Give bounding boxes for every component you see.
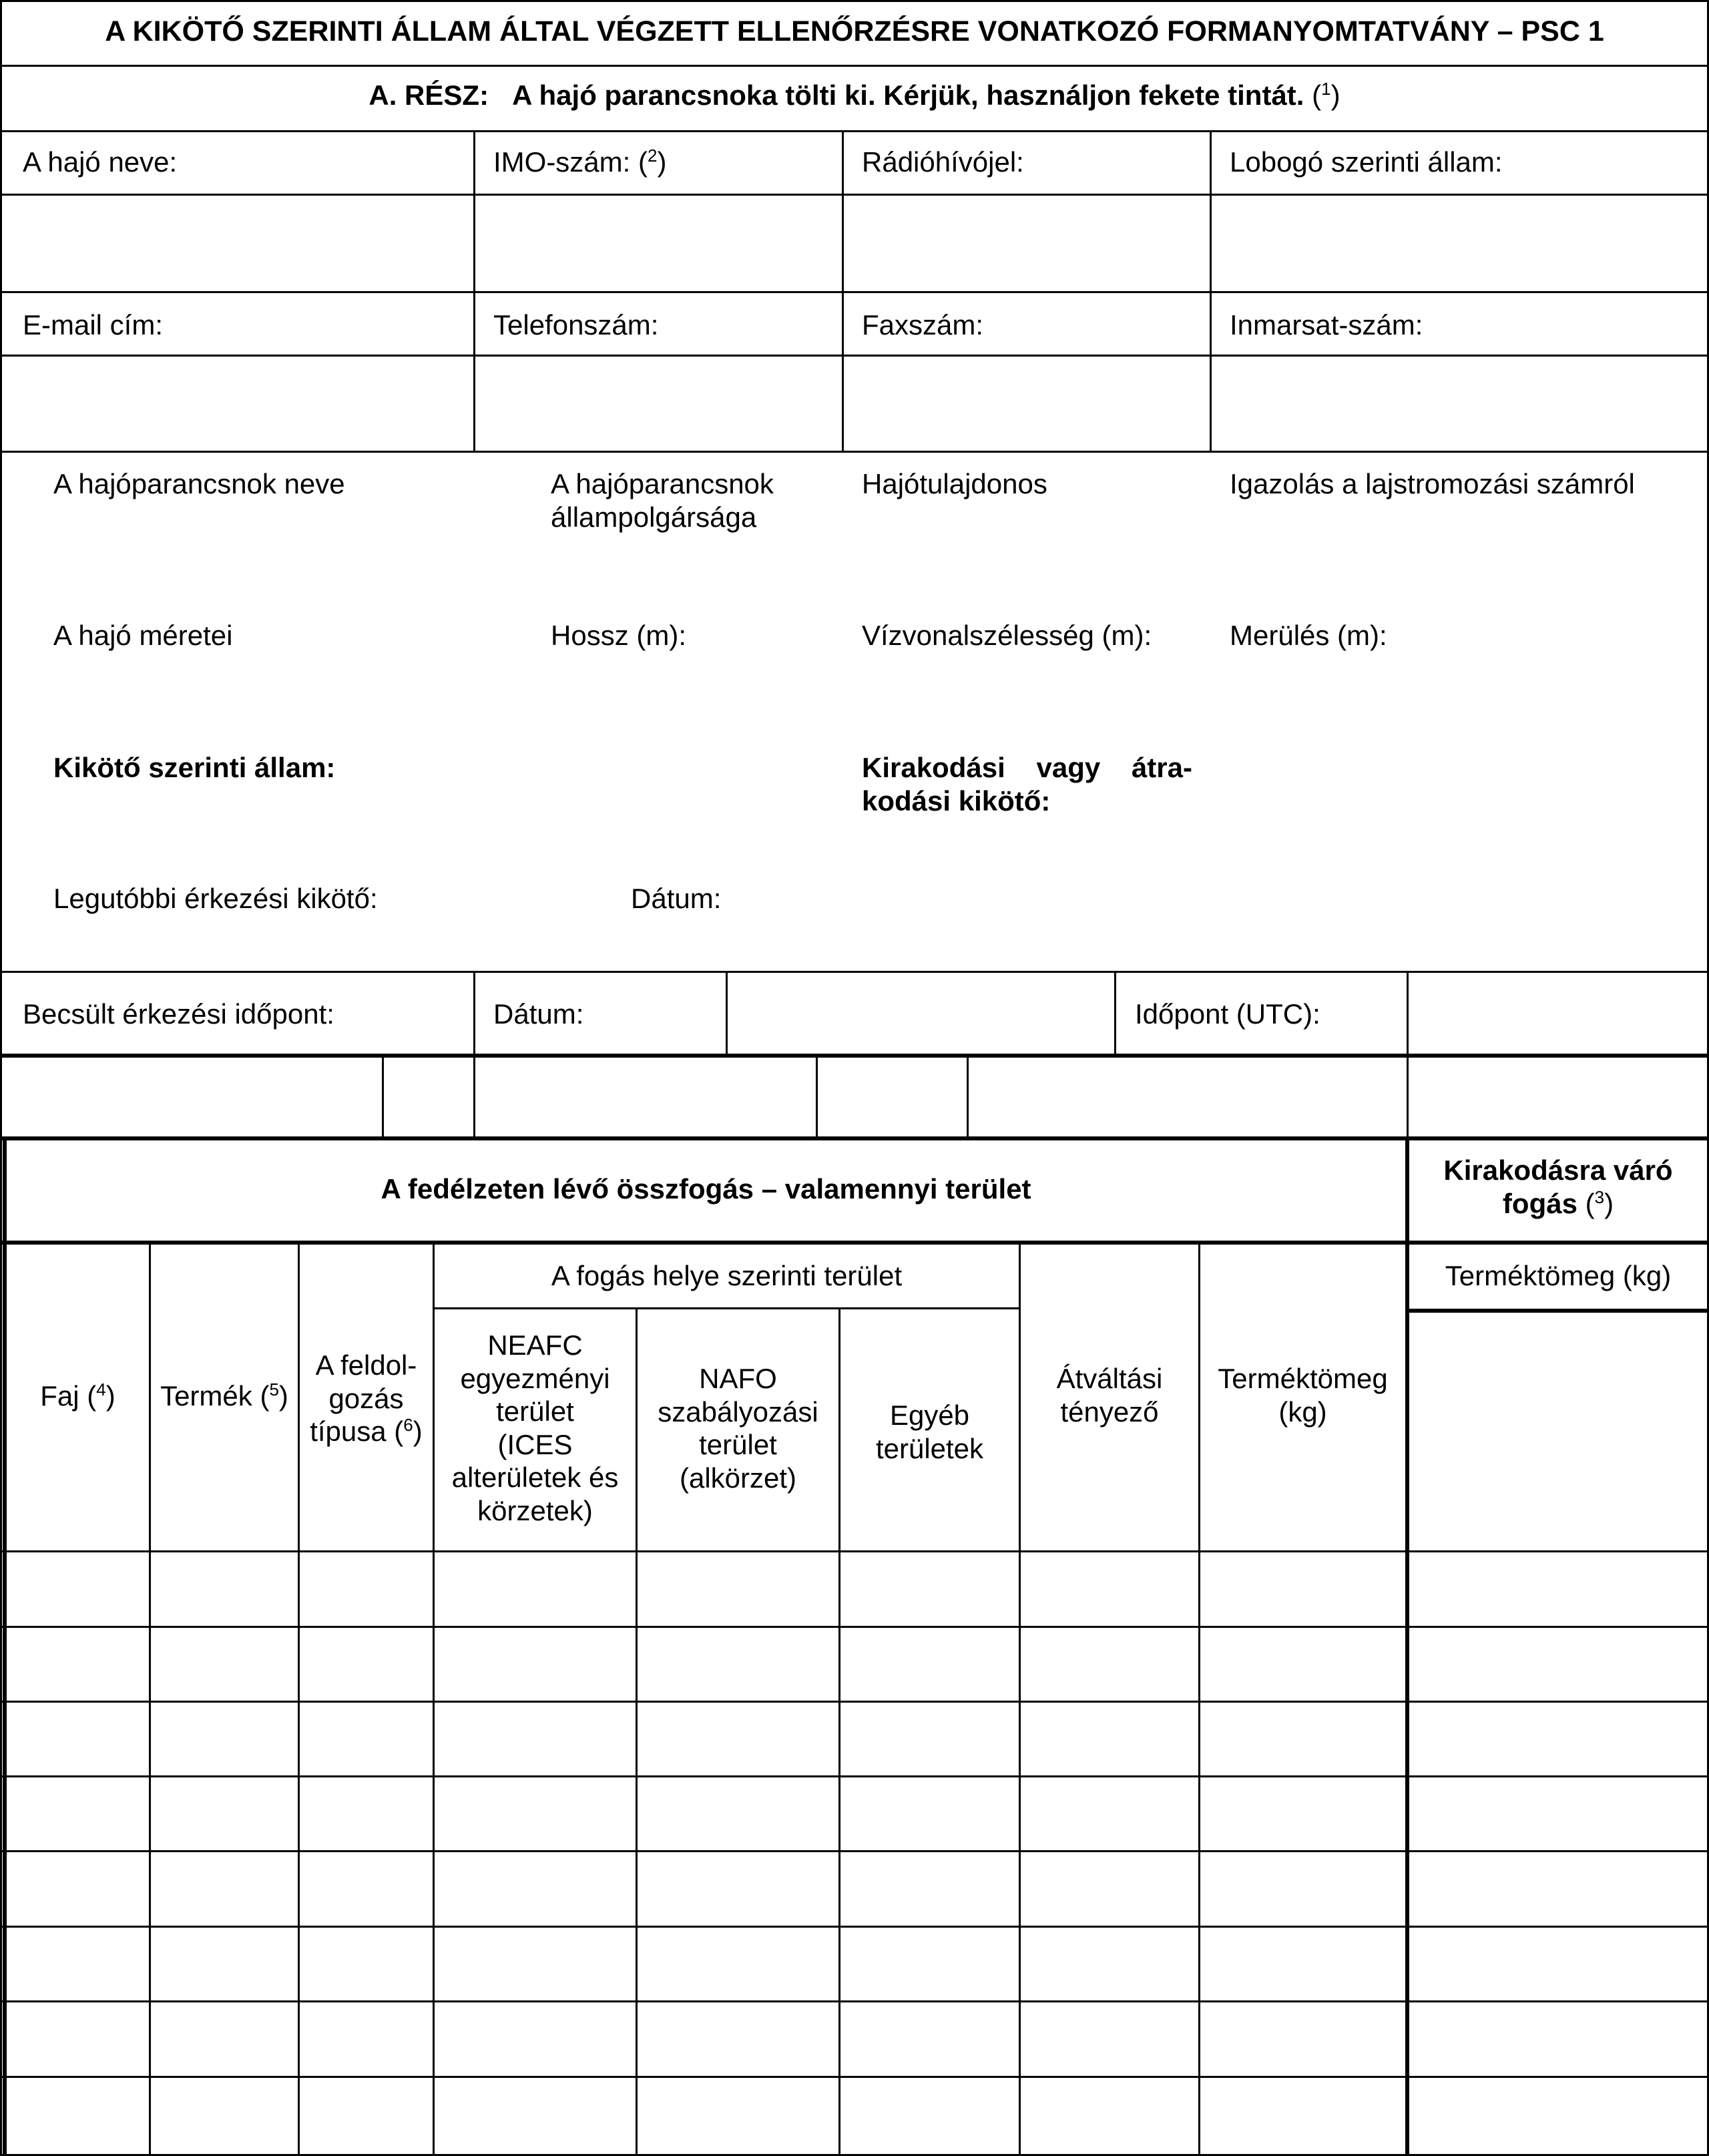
footnote-ref: 4	[96, 1379, 106, 1399]
catch-table-entry-area[interactable]	[7, 1552, 1707, 2154]
processing-line1: A feldol-	[315, 1349, 417, 1381]
weight-line2: (kg)	[1278, 1395, 1327, 1428]
conversion-line2: tényező	[1060, 1395, 1159, 1428]
frame-top	[0, 0, 1709, 2]
part-a-heading: A. RÉSZ: A hajó parancsnoka tölti ki. Kérjük, használjon fekete tintát. ($^1$)	[369, 79, 1340, 111]
flag-state-field[interactable]	[1212, 196, 1707, 291]
neafc-line4: (ICES	[497, 1428, 573, 1460]
divider	[1114, 971, 1116, 1054]
divider	[0, 291, 1709, 293]
email-label: E-mail cím:	[23, 309, 163, 341]
footnote-ref: 5	[269, 1379, 279, 1399]
processing-header: A feldol- gozás típusa ($^6$)	[310, 1349, 423, 1448]
neafc-line5: alterületek és	[451, 1462, 619, 1494]
beam-label: Vízvonalszélesség (m):	[862, 620, 1152, 651]
call-sign-label: Rádióhívójel:	[862, 146, 1024, 178]
call-sign-field[interactable]	[844, 196, 1210, 291]
neafc-line6: körzetek)	[477, 1494, 593, 1526]
product-weight-header	[1200, 1362, 1405, 1428]
master-name-label: A hajóparancsnok neve	[53, 468, 345, 499]
blank-cell[interactable]	[384, 1058, 473, 1136]
fax-field[interactable]	[844, 357, 1210, 451]
blank-cell[interactable]	[969, 1058, 1407, 1136]
divider	[473, 971, 475, 1054]
landing-catch-line1: Kirakodásra váró	[1443, 1154, 1673, 1186]
other-areas-header	[840, 1399, 1019, 1465]
other-line2: területek	[875, 1432, 984, 1464]
species-header-text: Faj	[40, 1380, 79, 1412]
processing-line2: gozás	[328, 1382, 404, 1414]
divider	[0, 451, 1709, 453]
eta-date-label: Dátum:	[493, 998, 584, 1030]
imo-label: IMO-szám: ($^2$)	[493, 146, 667, 178]
neafc-line2: egyezményi	[460, 1362, 610, 1394]
processing-line3: típusa	[310, 1416, 387, 1448]
draught-label: Merülés (m):	[1230, 620, 1387, 651]
landing-catch-title: Kirakodásra váró fogás ($^3$)	[1443, 1154, 1673, 1219]
neafc-header	[435, 1329, 636, 1527]
landing-port-line1: Kirakodási vagy átra-	[862, 752, 1192, 783]
divider	[0, 1241, 1709, 1245]
product-header: Termék ($^5$)	[160, 1379, 288, 1412]
landing-port-label	[862, 751, 1192, 817]
footnote-ref: 2	[647, 146, 658, 166]
form-title-text: A KIKÖTŐ SZERINTI ÁLLAM ÁLTAL VÉGZETT ELLENŐRZÉSRE VONATKOZÓ FORMANYOMTATVÁNY – PSC 1	[105, 15, 1604, 47]
nafo-line2: szabályozási	[658, 1395, 818, 1428]
blank-cell[interactable]	[1409, 1058, 1707, 1136]
landing-catch-line2: fogás	[1502, 1187, 1577, 1219]
blank-cell[interactable]	[818, 1058, 967, 1136]
nafo-line3: terület	[699, 1429, 777, 1461]
nafo-line1: NAFO	[699, 1363, 777, 1394]
master-nationality-label	[551, 467, 774, 533]
footnote-ref: 3	[1594, 1187, 1605, 1207]
last-port-date-label: Dátum:	[631, 883, 722, 914]
dimensions-label: A hajó méretei	[53, 620, 233, 651]
conversion-factor-header	[1021, 1362, 1198, 1428]
fax-label: Faxszám:	[862, 309, 984, 341]
nafo-header	[638, 1362, 838, 1494]
species-header: Faj ($^4$)	[40, 1379, 115, 1412]
divider	[1405, 1309, 1709, 1313]
onboard-catch-title: A fedélzeten lévő összfogás – valamennyi terület	[381, 1173, 1031, 1205]
eta-label: Becsült érkezési időpont:	[23, 998, 334, 1030]
other-line1: Egyéb	[889, 1399, 970, 1431]
eta-time-label: Időpont (UTC):	[1135, 998, 1320, 1030]
neafc-line3: terület	[496, 1395, 574, 1428]
phone-field[interactable]	[475, 357, 842, 451]
divider	[0, 65, 1709, 67]
blank-cell[interactable]	[475, 1058, 816, 1136]
phone-label: Telefonszám:	[493, 309, 659, 341]
landing-port-line2: kodási kikötő:	[862, 785, 1051, 817]
inmarsat-label: Inmarsat-szám:	[1230, 309, 1423, 341]
neafc-line1: NEAFC	[487, 1329, 583, 1361]
footnote-ref: 6	[403, 1415, 413, 1436]
port-state-label: Kikötő szerinti állam:	[53, 752, 336, 783]
email-field[interactable]	[2, 357, 473, 451]
product-header-text: Termék	[160, 1380, 252, 1412]
master-nationality-line2: állampolgársága	[551, 501, 757, 533]
divider	[0, 130, 1709, 132]
length-label: Hossz (m):	[551, 620, 686, 651]
form-title	[0, 15, 1709, 49]
imo-field[interactable]	[475, 196, 842, 291]
part-a-instruction: A hajó parancsnoka tölti ki. Kérjük, használjon fekete tintát.	[512, 79, 1304, 111]
divider	[0, 1136, 1709, 1140]
registry-label: Igazolás a lajstromozási számról	[1230, 468, 1635, 499]
flag-state-label: Lobogó szerinti állam:	[1230, 146, 1503, 178]
owner-label: Hajótulajdonos	[862, 468, 1047, 499]
blank-cell[interactable]	[2, 1058, 382, 1136]
inmarsat-field[interactable]	[1212, 357, 1707, 451]
footnote-ref: 1	[1321, 79, 1331, 99]
ship-name-field[interactable]	[2, 196, 473, 291]
ship-name-label: A hajó neve:	[23, 146, 178, 178]
landing-weight-header: Terméktömeg (kg)	[1445, 1260, 1672, 1291]
weight-line1: Terméktömeg	[1218, 1363, 1388, 1394]
area-group-header: A fogás helye szerinti terület	[551, 1260, 903, 1291]
eta-date-field[interactable]	[728, 973, 1114, 1054]
master-nationality-line1: A hajóparancsnok	[551, 468, 774, 499]
conversion-line1: Átváltási	[1056, 1363, 1163, 1394]
divider	[433, 1307, 1019, 1309]
eta-time-field[interactable]	[1409, 973, 1707, 1054]
imo-label-text: IMO-szám:	[493, 146, 631, 178]
nafo-line4: (alkörzet)	[679, 1462, 797, 1494]
last-port-label: Legutóbbi érkezési kikötő:	[53, 883, 378, 914]
part-a-label: A. RÉSZ:	[369, 79, 489, 111]
